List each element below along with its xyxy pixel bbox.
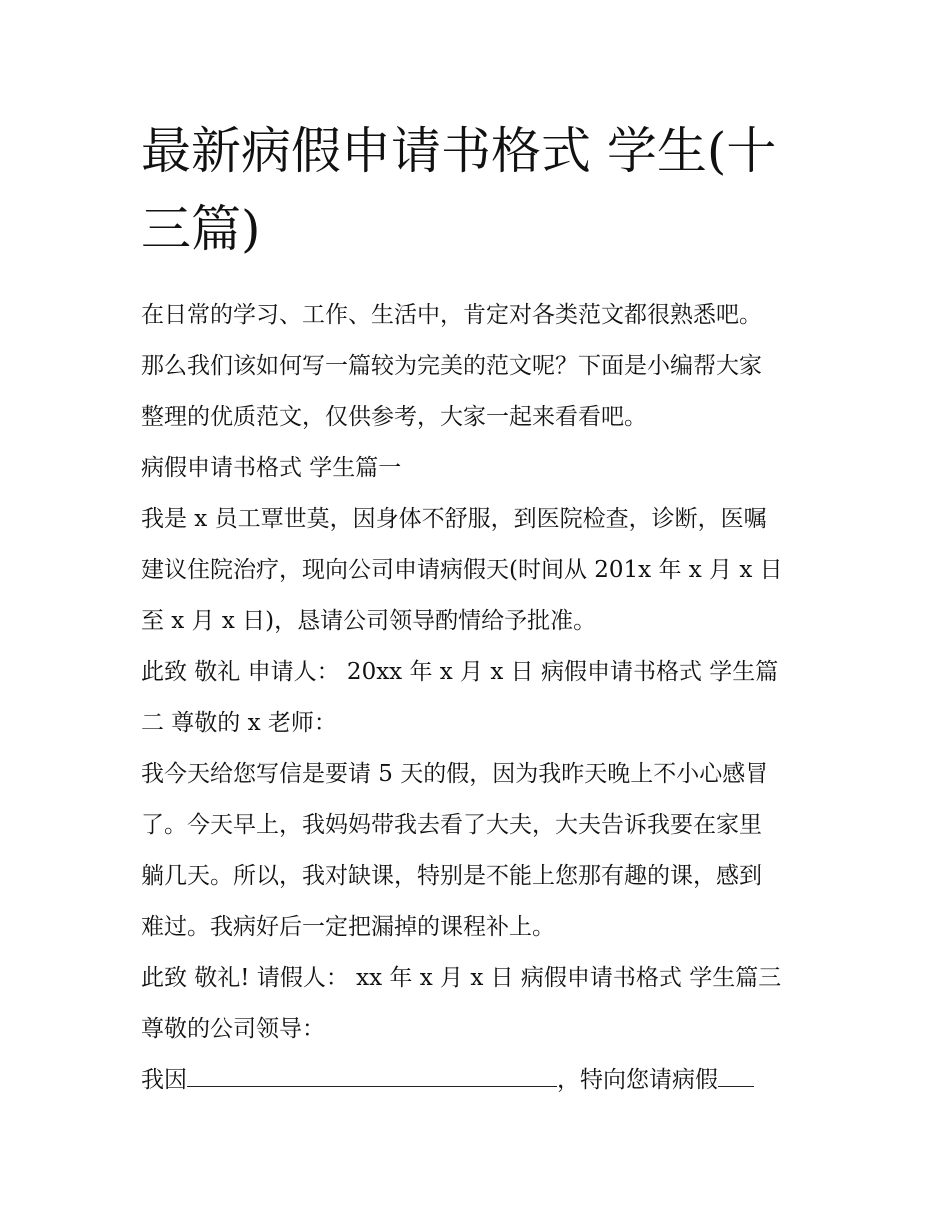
fill-in-prefix: 我因 <box>141 1067 187 1093</box>
fill-in-middle: ，特向您请病假 <box>557 1067 718 1093</box>
paragraph-line: 那么我们该如何写一篇较为完美的范文呢？下面是小编帮大家 <box>141 353 762 379</box>
document-title <box>141 112 813 268</box>
paragraph-line: 建议住院治疗，现向公司申请病假天(时间从 201x 年 x 月 x 日 <box>141 557 783 583</box>
paragraph-line: 整理的优质范文，仅供参考，大家一起来看看吧。 <box>141 404 647 430</box>
fill-in-line <box>141 1055 813 1106</box>
paragraph-line: 躺几天。所以，我对缺课，特别是不能上您那有趣的课，感到 <box>141 863 762 889</box>
document-body <box>141 290 813 1106</box>
paragraph-line: 此致 敬礼! 请假人： xx 年 x 月 x 日 病假申请书格式 学生篇三 <box>141 965 782 991</box>
blank-reason <box>187 1066 557 1087</box>
paragraph-line: 我是 x 员工覃世莫，因身体不舒服，到医院检查，诊断，医嘱 <box>141 506 767 532</box>
paragraph-line: 难过。我病好后一定把漏掉的课程补上。 <box>141 914 555 940</box>
paragraph-line: 此致 敬礼 申请人： 20xx 年 x 月 x 日 病假申请书格式 学生篇 <box>141 659 779 685</box>
paragraph-line: 尊敬的公司领导： <box>141 1016 325 1042</box>
blank-days <box>718 1066 754 1087</box>
title-line-1: 最新病假申请书格式 学生(十 <box>141 122 777 180</box>
document-content <box>141 112 813 1106</box>
paragraph-line: 了。今天早上，我妈妈带我去看了大夫，大夫告诉我要在家里 <box>141 812 762 838</box>
paragraph-line: 至 x 月 x 日)，恳请公司领导酌情给予批准。 <box>141 608 597 634</box>
paragraph-line: 二 尊敬的 x 老师： <box>141 710 337 736</box>
paragraph-line: 我今天给您写信是要请 5 天的假，因为我昨天晚上不小心感冒 <box>141 761 769 787</box>
title-line-2: 三篇) <box>141 200 261 258</box>
section-heading-1: 病假申请书格式 学生篇一 <box>141 455 402 481</box>
paragraph-line: 在日常的学习、工作、生活中，肯定对各类范文都很熟悉吧。 <box>141 302 762 328</box>
